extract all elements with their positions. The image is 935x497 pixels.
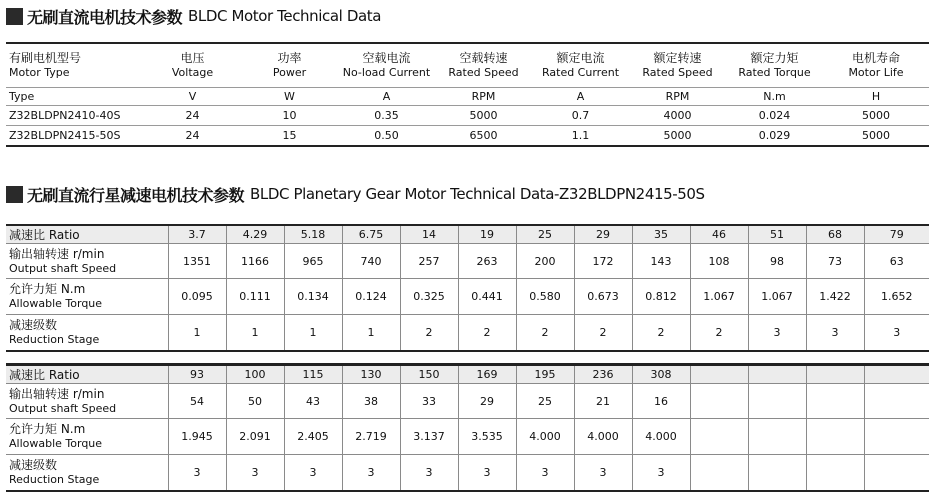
empty-cell [748,419,806,455]
stage-cell: 3 [458,455,516,492]
section-title-en: BLDC Planetary Gear Motor Technical Data-Z32BLDPN2415-50S [250,185,705,203]
stage-cell: 1 [168,315,226,352]
stage-cell: 3 [226,455,284,492]
square-bullet-icon [6,8,23,25]
value-cell: 0.7 [532,106,629,126]
empty-cell [690,384,748,419]
ratio-label: 减速比 Ratio [6,365,168,384]
speed-cell: 172 [574,244,632,279]
torque-cell: 3.535 [458,419,516,455]
section-title-en: BLDC Motor Technical Data [188,7,382,25]
stage-cell: 2 [690,315,748,352]
speed-cell: 200 [516,244,574,279]
ratio-cell: 19 [458,225,516,244]
speed-cell: 25 [516,384,574,419]
ratio-row [6,225,929,244]
section-title-motor [6,5,381,27]
stage-cell: 3 [284,455,342,492]
torque-cell: 2.719 [342,419,400,455]
speed-cell: 257 [400,244,458,279]
column-header-en: Voltage [171,66,214,79]
unit-cell: H [823,88,929,106]
column-header-en: Rated Speed [448,66,519,79]
empty-cell [864,365,929,384]
speed-label: 输出轴转速 r/min Output shaft Speed [6,384,168,419]
speed-cell: 43 [284,384,342,419]
empty-cell [748,384,806,419]
stage-cell: 3 [748,315,806,352]
speed-cell: 16 [632,384,690,419]
value-cell: 4000 [629,106,726,126]
stage-cell: 1 [284,315,342,352]
column-header-en: Power [272,66,307,79]
unit-cell: V [144,88,241,106]
value-cell: 6500 [469,129,498,142]
torque-cell: 4.000 [574,419,632,455]
stage-cell: 3 [574,455,632,492]
ratio-cell: 35 [632,225,690,244]
speed-cell: 108 [690,244,748,279]
column-header-zh: 有刷电机型号 [9,51,82,65]
ratio-cell: 93 [168,365,226,384]
section-title-gear [6,183,705,205]
gear-table-2 [6,363,929,492]
torque-cell: 1.067 [690,279,748,315]
stage-row [6,315,929,352]
value-cell: 0.024 [726,106,823,126]
unit-cell: A [532,88,629,106]
speed-cell: 29 [458,384,516,419]
motor-technical-table [6,42,929,147]
value-cell: 0.029 [758,129,791,142]
unit-cell: W [241,88,338,106]
ratio-cell: 308 [632,365,690,384]
ratio-row [6,365,929,384]
torque-cell: 1.067 [748,279,806,315]
value-cell: 5000 [435,106,532,126]
speed-cell: 1351 [168,244,226,279]
ratio-cell: 46 [690,225,748,244]
ratio-cell: 51 [748,225,806,244]
speed-row [6,384,929,419]
speed-label: 输出轴转速 r/min Output shaft Speed [6,244,168,279]
torque-cell: 0.124 [342,279,400,315]
column-header [6,43,144,88]
column-header-zh: 电机寿命 [851,51,900,65]
torque-cell: 4.000 [632,419,690,455]
value-cell: 5000 [823,106,929,126]
column-header-en: Motor Type [9,66,70,79]
ratio-cell: 115 [284,365,342,384]
ratio-cell: 3.7 [168,225,226,244]
ratio-cell: 4.29 [226,225,284,244]
torque-cell: 0.134 [284,279,342,315]
ratio-cell: 100 [226,365,284,384]
speed-cell: 98 [748,244,806,279]
unit-cell: RPM [435,88,532,106]
unit-cell: RPM [629,88,726,106]
empty-cell [806,419,864,455]
ratio-cell: 195 [516,365,574,384]
stage-cell: 2 [574,315,632,352]
torque-cell: 2.405 [284,419,342,455]
stage-label: 减速级数 Reduction Stage [9,318,100,346]
empty-cell [806,384,864,419]
ratio-cell: 236 [574,365,632,384]
ratio-cell: 130 [342,365,400,384]
column-header [435,43,532,88]
value-cell: 15 [282,129,297,142]
empty-cell [690,419,748,455]
stage-cell: 3 [168,455,226,492]
ratio-cell: 29 [574,225,632,244]
empty-cell [690,455,748,492]
column-header-en: Rated Current [541,66,620,79]
empty-cell [864,455,929,492]
stage-cell: 3 [342,455,400,492]
speed-cell: 263 [458,244,516,279]
column-header [241,43,338,88]
torque-label: 允许力矩 N.m Allowable Torque [6,279,168,315]
column-header-zh: 空载转速 [459,51,508,65]
value-cell: 24 [144,106,241,126]
torque-row [6,279,929,315]
speed-row [6,244,929,279]
value-cell: 0.50 [374,129,399,142]
torque-cell: 0.580 [516,279,574,315]
value-cell: 1.1 [571,129,590,142]
table-row [6,126,929,147]
ratio-cell: 150 [400,365,458,384]
empty-cell [806,455,864,492]
stage-cell: 3 [400,455,458,492]
torque-cell: 0.673 [574,279,632,315]
column-header-zh: 额定转速 [653,51,702,65]
ratio-cell: 5.18 [284,225,342,244]
unit-cell: A [338,88,435,106]
speed-cell: 54 [168,384,226,419]
speed-cell: 38 [342,384,400,419]
column-header-zh: 空载电流 [362,51,411,65]
stage-cell: 2 [516,315,574,352]
torque-label: 允许力矩 N.m Allowable Torque [6,419,168,455]
ratio-cell: 14 [400,225,458,244]
value-cell: 0.35 [338,106,435,126]
speed-cell: 965 [284,244,342,279]
model-cell: Z32BLDPN2415-50S [9,129,121,142]
torque-cell: 0.812 [632,279,690,315]
stage-cell: 3 [632,455,690,492]
torque-row [6,419,929,455]
speed-cell: 21 [574,384,632,419]
section-title-zh: 无刷直流电机技术参数 [27,7,183,27]
motor-table-unit-row [6,88,929,106]
empty-cell [748,365,806,384]
stage-cell: 2 [400,315,458,352]
column-header [629,43,726,88]
stage-cell: 2 [458,315,516,352]
torque-cell: 0.095 [168,279,226,315]
torque-cell: 1.945 [168,419,226,455]
stage-cell: 1 [226,315,284,352]
model-cell: Z32BLDPN2410-40S [6,106,144,126]
empty-cell [748,455,806,492]
empty-cell [806,365,864,384]
motor-table-header-row [6,43,929,88]
column-header-en: Rated Torque [738,66,811,79]
speed-cell: 73 [806,244,864,279]
speed-cell: 143 [632,244,690,279]
column-header-en: Motor Life [848,66,904,79]
ratio-cell: 169 [458,365,516,384]
stage-cell: 2 [632,315,690,352]
torque-cell: 0.111 [226,279,284,315]
column-header-zh: 额定电流 [556,51,605,65]
table-row [6,106,929,126]
torque-cell: 2.091 [226,419,284,455]
torque-cell: 0.325 [400,279,458,315]
ratio-cell: 79 [864,225,929,244]
value-cell: 5000 [663,129,692,142]
ratio-label: 减速比 Ratio [6,225,168,244]
stage-cell: 1 [342,315,400,352]
torque-cell: 3.137 [400,419,458,455]
empty-cell [690,365,748,384]
stage-cell: 3 [516,455,574,492]
value-cell: 24 [185,129,200,142]
ratio-cell: 68 [806,225,864,244]
square-bullet-icon [6,186,23,203]
column-header [726,43,823,88]
stage-cell: 3 [864,315,929,352]
stage-label: 减速级数 Reduction Stage [9,458,100,486]
column-header-zh: 额定力矩 [750,51,799,65]
gear-table-1 [6,224,929,352]
stage-row [6,455,929,492]
empty-cell [864,384,929,419]
speed-cell: 740 [342,244,400,279]
ratio-cell: 25 [516,225,574,244]
speed-cell: 33 [400,384,458,419]
stage-cell: 3 [806,315,864,352]
column-header-zh: 电压 [180,51,205,65]
column-header [532,43,629,88]
speed-cell: 63 [864,244,929,279]
value-cell: 5000 [862,129,890,142]
torque-cell: 4.000 [516,419,574,455]
torque-cell: 1.422 [806,279,864,315]
ratio-cell: 6.75 [342,225,400,244]
column-header [144,43,241,88]
column-header-en: No-load Current [342,66,431,79]
torque-cell: 1.652 [864,279,929,315]
empty-cell [864,419,929,455]
section-title-zh: 无刷直流行星减速电机技术参数 [27,185,245,205]
unit-cell: Type [6,88,144,106]
column-header-zh: 功率 [277,51,302,65]
speed-cell: 50 [226,384,284,419]
column-header [338,43,435,88]
column-header-en: Rated Speed [642,66,713,79]
torque-cell: 0.441 [458,279,516,315]
unit-cell: N.m [726,88,823,106]
value-cell: 10 [241,106,338,126]
column-header [823,43,929,88]
speed-cell: 1166 [226,244,284,279]
